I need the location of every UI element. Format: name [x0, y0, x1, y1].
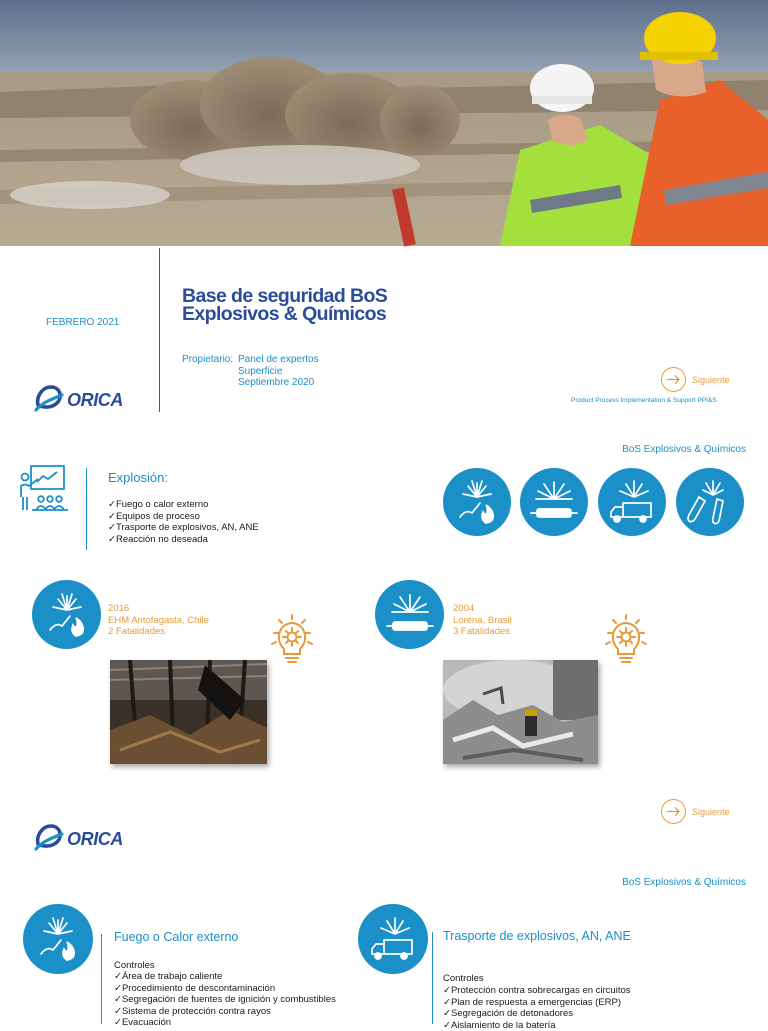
list-item: ✓ Aislamiento de la batería — [443, 1020, 631, 1031]
list-item: ✓ Sistema de protección contra rayos — [114, 1006, 336, 1018]
incident-year: 2016 — [108, 603, 209, 615]
section-label: BoS Explosivos & Químicos — [622, 444, 746, 455]
fire-explosion-icon — [443, 468, 511, 536]
controls-list-fire — [114, 971, 336, 1029]
controls-title-fire: Fuego o Calor externo — [114, 930, 238, 944]
controls-subtitle: Controles — [443, 973, 484, 984]
list-item: ✓ Evacuación — [114, 1017, 336, 1029]
list-item: ✓ Protección contra sobrecargas en circuitos — [443, 985, 631, 997]
orica-logo-text: ORICA — [67, 390, 123, 411]
owner-label: Propietario: — [182, 354, 233, 365]
incident-year: 2004 — [453, 603, 512, 615]
orica-logo-icon — [34, 822, 64, 857]
cover-date: FEBRERO 2021 — [46, 317, 119, 328]
lightbulb-gear-icon — [602, 613, 650, 670]
fire-explosion-icon — [23, 904, 93, 974]
incident-outcome: 3 Fatalidades — [453, 626, 512, 638]
incident-place: Lorena, Brasil — [453, 615, 512, 627]
controls-subtitle: Controles — [114, 960, 155, 971]
incident-2004 — [453, 603, 512, 638]
title-line-1: Base de seguridad BoS — [182, 287, 387, 305]
explosion-list — [108, 499, 259, 545]
page-title — [182, 287, 387, 323]
explosion-divider — [86, 468, 87, 550]
incident-2016 — [108, 603, 209, 638]
controls-list-transport — [443, 985, 631, 1031]
owner-lines — [238, 354, 319, 389]
incident-place: EHM Antofagasta, Chile — [108, 615, 209, 627]
list-item: ✓ Área de trabajo caliente — [114, 971, 336, 983]
lightbulb-gear-icon — [268, 613, 316, 670]
next-label: Siguiente — [692, 807, 730, 817]
test-tube-reaction-icon — [676, 468, 744, 536]
process-equipment-explosion-icon — [375, 580, 444, 649]
department-label: Product Process Implementation & Support PPI&S — [571, 397, 717, 404]
list-item: ✓ Segregación de fuentes de ignición y combustibles — [114, 994, 336, 1006]
incident-outcome: 2 Fatalidades — [108, 626, 209, 638]
cover-divider — [159, 248, 160, 412]
owner-line: Septiembre 2020 — [238, 377, 319, 389]
incident-photo-2016 — [110, 660, 267, 764]
list-item: ✓ Equipos de proceso — [108, 511, 259, 523]
arrow-right-icon — [661, 367, 686, 392]
list-item: ✓ Trasporte de explosivos, AN, ANE — [108, 522, 259, 534]
process-equipment-explosion-icon — [520, 468, 588, 536]
truck-explosion-icon — [358, 904, 428, 974]
truck-explosion-icon — [598, 468, 666, 536]
next-button[interactable] — [661, 367, 730, 392]
controls-divider — [432, 932, 433, 1024]
owner-line: Panel de expertos — [238, 354, 319, 366]
explosion-title: Explosión: — [108, 470, 168, 485]
orica-logo — [34, 822, 123, 857]
title-line-2: Explosivos & Químicos — [182, 305, 387, 323]
list-item: ✓ Fuego o calor externo — [108, 499, 259, 511]
list-item: ✓ Segregación de detonadores — [443, 1008, 631, 1020]
next-label: Siguiente — [692, 375, 730, 385]
list-item: ✓ Reacción no deseada — [108, 534, 259, 546]
orica-logo-icon — [34, 383, 64, 418]
owner-line: Superficie — [238, 366, 319, 378]
fire-explosion-icon — [32, 580, 101, 649]
section-label: BoS Explosivos & Químicos — [622, 877, 746, 888]
arrow-right-icon — [661, 799, 686, 824]
controls-title-transport: Trasporte de explosivos, AN, ANE — [443, 929, 631, 943]
incident-photo-2004 — [443, 660, 598, 764]
next-button[interactable] — [661, 799, 730, 824]
presentation-teacher-icon — [18, 463, 70, 520]
list-item: ✓ Plan de respuesta a emergencias (ERP) — [443, 997, 631, 1009]
hero-photo — [0, 0, 768, 246]
orica-logo — [34, 383, 123, 418]
controls-divider — [101, 934, 102, 1024]
orica-logo-text: ORICA — [67, 829, 123, 850]
list-item: ✓ Procedimiento de descontaminación — [114, 983, 336, 995]
